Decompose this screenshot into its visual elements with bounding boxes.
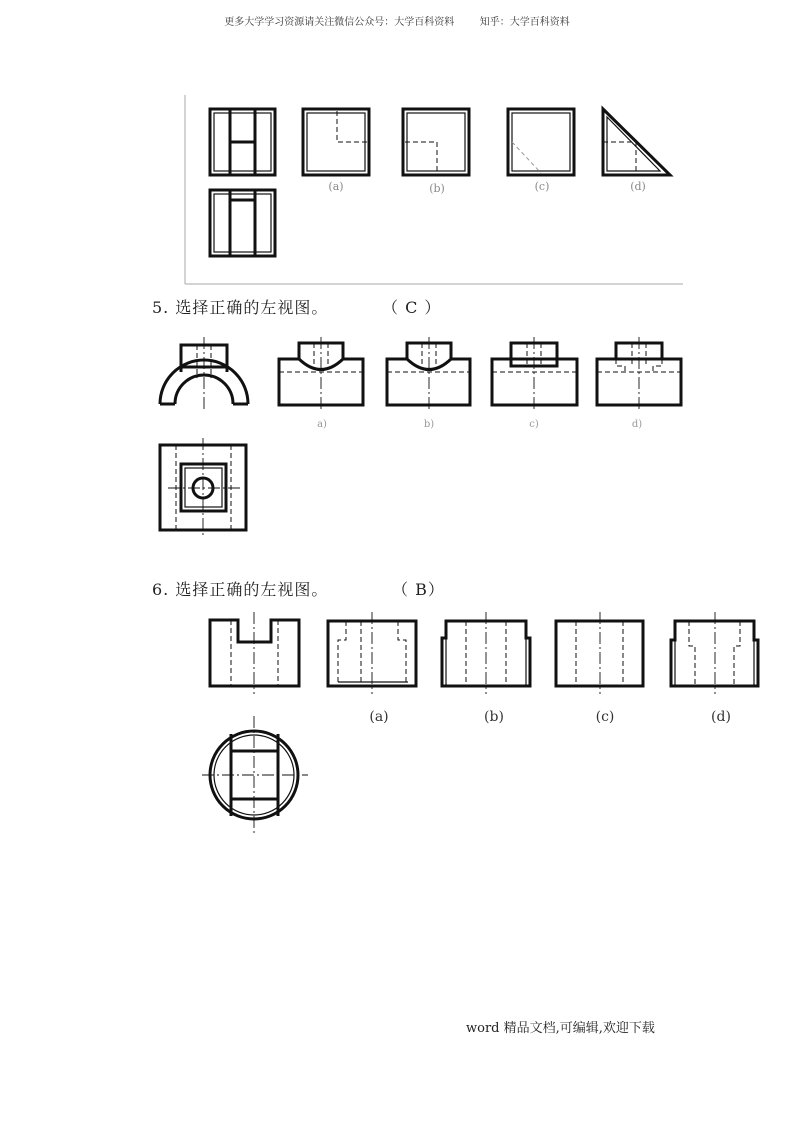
q4-label-c: (c) [534,180,550,193]
q6-top-view [202,716,308,834]
q6-question: 6. 选择正确的左视图。 [152,580,329,599]
q4-label-b: (b) [429,182,445,195]
q6-option-c [556,612,643,694]
q5-question: 5. 选择正确的左视图。 [152,298,329,317]
q4-label-a: (a) [328,180,344,193]
q5-label-b: b) [423,419,435,430]
q6-option-a [328,612,416,694]
q6-answer: （ B） [392,580,445,599]
q6-label-b: (b) [484,709,504,725]
q5-label-d: d) [631,419,643,430]
q6-front-view [210,612,299,694]
q6-label-c: (c) [595,709,615,725]
q6-label-d: (d) [711,709,731,725]
q5-label-a: a) [317,419,327,430]
q6-option-b [442,612,530,694]
q5-label-c: c) [529,419,539,430]
q4-label-d: (d) [630,180,646,193]
q6-option-d [671,612,758,694]
q6-label-a: (a) [369,709,389,725]
page-header: 更多大学学习资源请关注微信公众号：大学百科资料 知乎：大学百科资料 [224,17,570,28]
q5-answer: （ C ） [382,298,442,317]
page-footer: word 精品文档,可编辑,欢迎下载 [466,1021,655,1036]
